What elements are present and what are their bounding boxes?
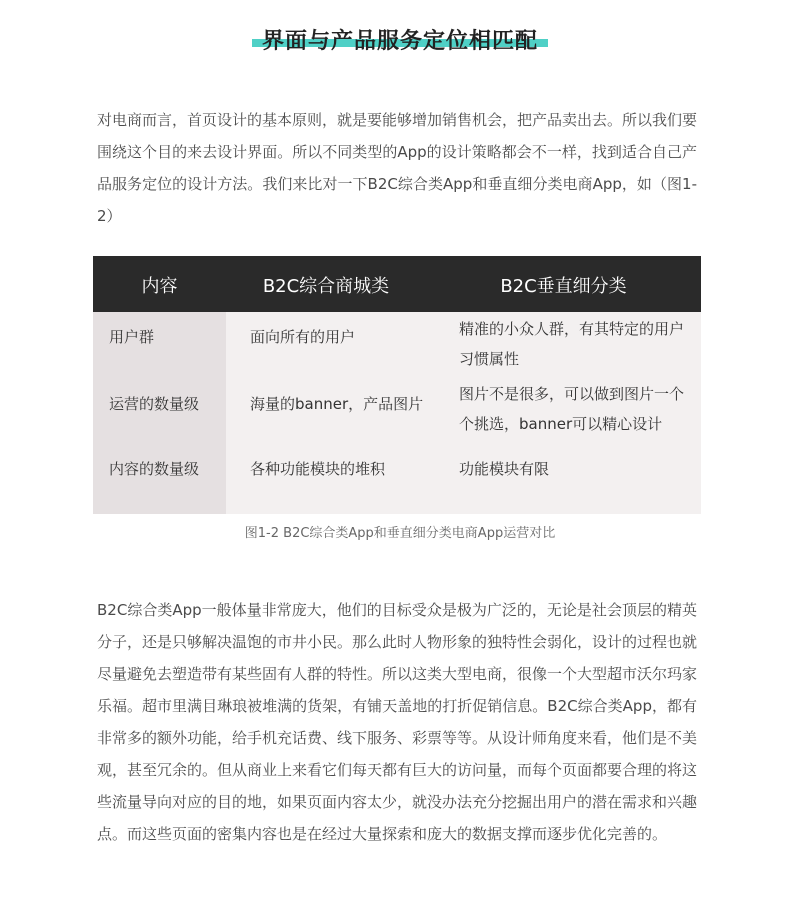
table-cell: 运营的数量级 (109, 395, 200, 413)
header-b2c-general: B2C综合商城类 (262, 276, 390, 297)
header-content: 内容 (141, 276, 178, 297)
title-area (0, 24, 800, 55)
table-cell: 图片不是很多，可以做到图片一个个挑选，banner可以精心设计 (459, 385, 685, 433)
table-header (93, 256, 701, 312)
intro-paragraph: 对电商而言，首页设计的基本原则，就是要能够增加销售机会，把产品卖出去。所以我们要围绕这个目的来去设计界面。所以不同类型的App的设计策略都会不一样，找到适合自己产品服务定位的设计方法。我们来比对一下B2C综合类App和垂直细分类电商App，如（图1-2） (97, 111, 698, 225)
page-title-text: 界面与产品服务定位相匹配 (261, 29, 538, 54)
table-cell: 内容的数量级 (109, 460, 200, 478)
figure-caption: 图1-2 B2C综合类App和垂直细分类电商App运营对比 (244, 526, 556, 541)
comparison-table (93, 256, 701, 514)
table-cell: 各种功能模块的堆积 (250, 460, 386, 478)
table-cell: 功能模块有限 (459, 460, 550, 478)
page-title (256, 24, 544, 55)
table-body (93, 312, 701, 514)
table-cell: 用户群 (109, 328, 155, 346)
body-paragraph: B2C综合类App一般体量非常庞大，他们的目标受众是极为广泛的，无论是社会顶层的精英分子，还是只够解决温饱的市井小民。那么此时人物形象的独特性会弱化，设计的过程也就尽量避免去塑造带有某些固有人群的特性。所以这类大型电商，很像一个大型超市沃尔玛家乐福。超市里满目琳琅被堆满的货架，有铺天盖地的打折促销信息。B2C综合类App，都有非常多的额外功能，给手机充话费、线下服务、彩票等等。从设计师角度来看，他们是不美观，甚至冗余的。但从商业上来看它们每天都有巨大的访问量，而每个页面都要合理的将这些流量导向对应的目的地，如果页面内容太少，就没办法充分挖掘出用户的潜在需求和兴趣点。而这些页面的密集内容也是在经过大量探索和庞大的数据支撑而逐步优化完善的。 (97, 601, 698, 843)
table-cell: 精准的小众人群，有其特定的用户习惯属性 (459, 320, 685, 368)
table-cell: 面向所有的用户 (250, 328, 356, 346)
table-cell: 海量的banner，产品图片 (250, 395, 424, 413)
header-b2c-vertical: B2C垂直细分类 (500, 276, 627, 297)
